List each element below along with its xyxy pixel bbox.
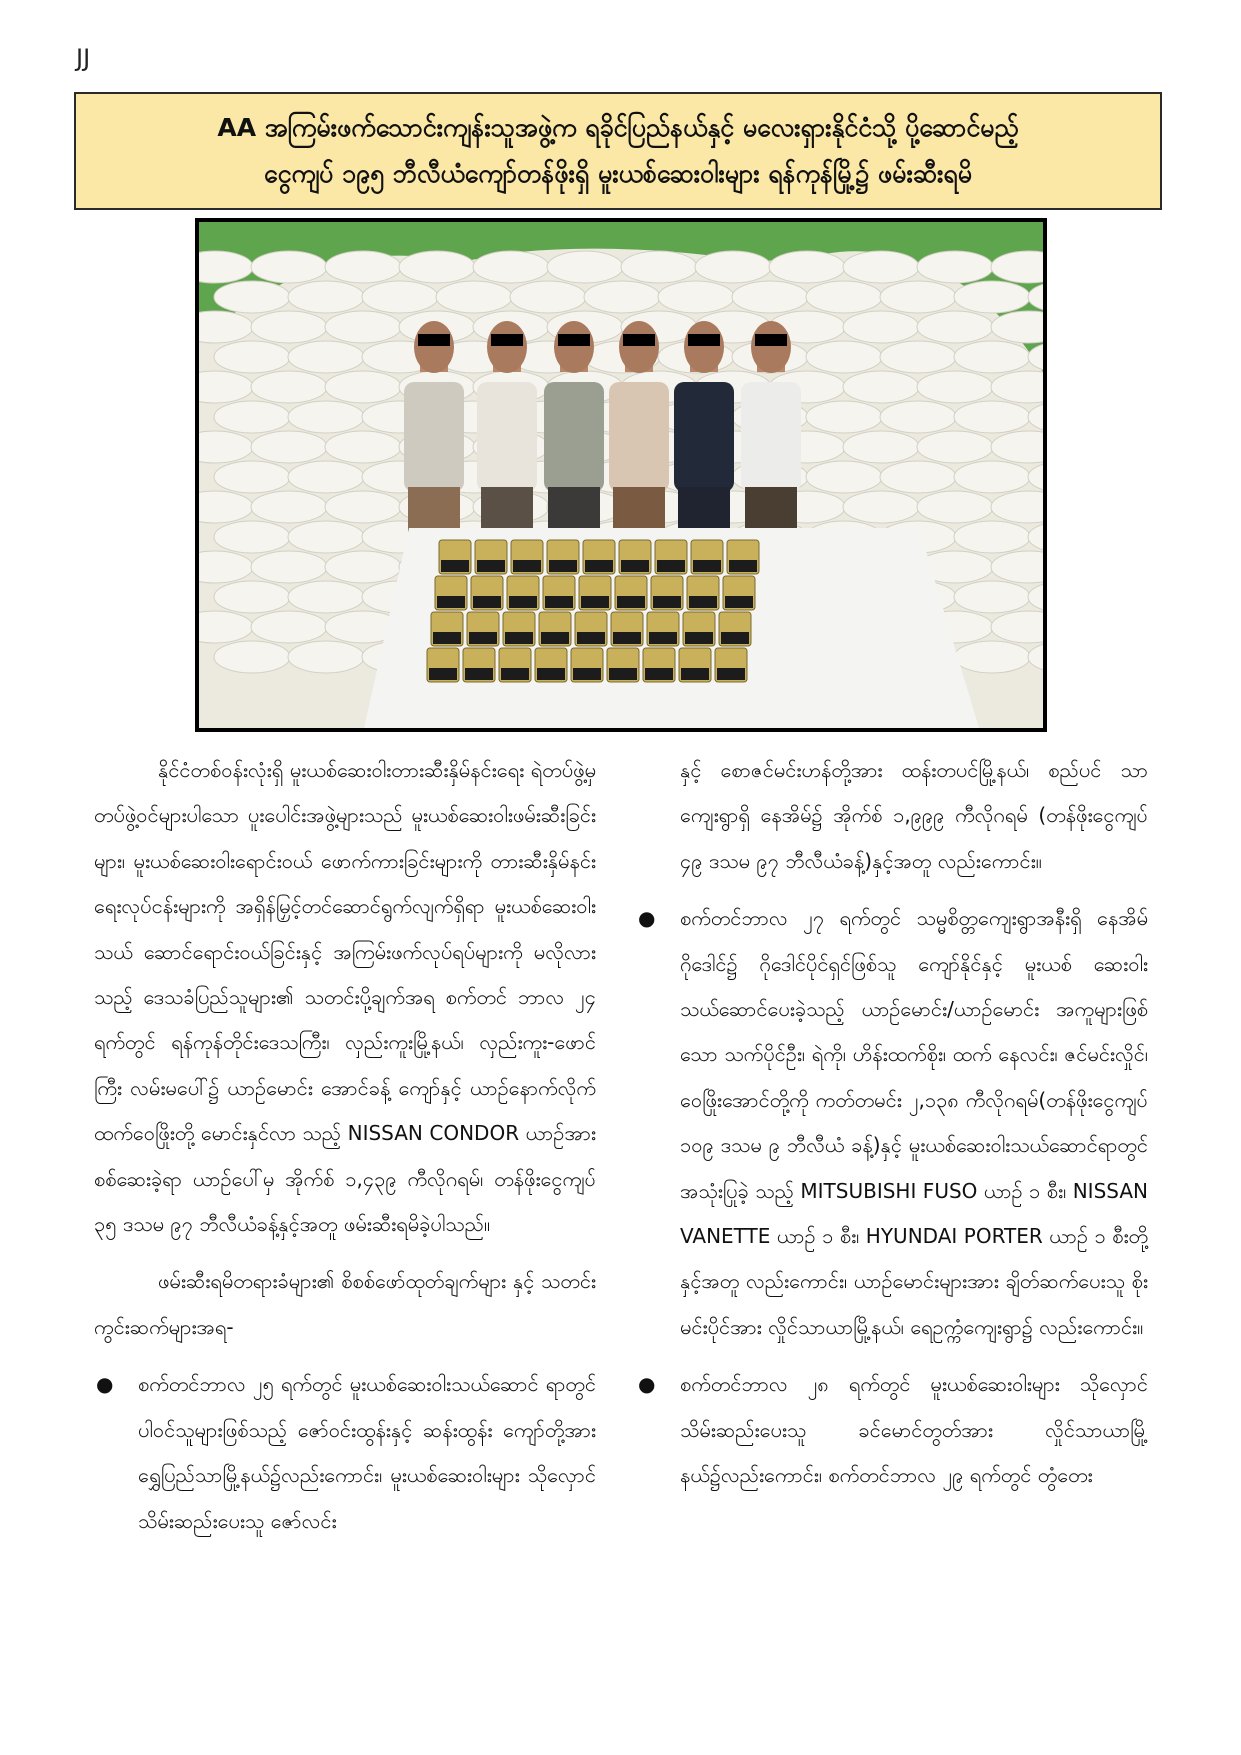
head: [684, 321, 724, 373]
sack: [954, 581, 1030, 613]
package-label: [717, 668, 745, 680]
face-censor-bar: [418, 334, 450, 346]
package-label: [501, 668, 529, 680]
list-item: [636, 1362, 1148, 1498]
package-label: [721, 632, 749, 644]
sack: [880, 341, 956, 373]
package-label: [573, 668, 601, 680]
sack: [806, 461, 882, 493]
page-number: JJ: [76, 44, 91, 72]
right-column: [636, 748, 1148, 1738]
sack: [732, 281, 808, 313]
sack: [843, 311, 919, 343]
head: [751, 321, 791, 373]
sack: [917, 311, 993, 343]
head: [487, 321, 527, 373]
list-item: [636, 896, 1148, 1350]
package-label: [653, 596, 681, 608]
package-label: [541, 632, 569, 644]
sack: [917, 371, 993, 403]
shirt: [674, 382, 734, 492]
package-label: [537, 668, 565, 680]
sack: [584, 281, 660, 313]
face-censor-bar: [491, 334, 523, 346]
sack: [288, 581, 364, 613]
package-label: [645, 668, 673, 680]
sack: [547, 251, 623, 283]
sack: [214, 341, 290, 373]
sack: [399, 251, 475, 283]
sack: [325, 551, 401, 583]
package-label: [613, 632, 641, 644]
sack: [251, 371, 327, 403]
package-label: [473, 596, 501, 608]
face-censor-bar: [623, 334, 655, 346]
head: [414, 321, 454, 373]
bullet-icon: ●: [638, 1372, 656, 1397]
package-label: [545, 596, 573, 608]
package-label: [657, 560, 685, 572]
package-label: [437, 596, 465, 608]
sack: [214, 581, 290, 613]
headline-line-1: AA အကြမ်းဖက်သောင်းကျန်းသူအဖွဲ့က ရခိုင်ပြည်နယ်နှင့် မလေးရှားနိုင်ငံသို့ ပို့ဆောင်မည့်: [217, 113, 1019, 142]
sack: [325, 371, 401, 403]
sack: [288, 461, 364, 493]
sack: [325, 251, 401, 283]
sack: [251, 251, 327, 283]
package-label: [681, 668, 709, 680]
bullet-icon: ●: [96, 1372, 114, 1397]
package-label: [509, 596, 537, 608]
sack: [621, 251, 697, 283]
sack: [954, 281, 1030, 313]
headline-box: [74, 92, 1162, 210]
package-label: [577, 632, 605, 644]
package-label: [685, 632, 713, 644]
sack: [917, 431, 993, 463]
face-censor-bar: [688, 334, 720, 346]
bullet-continuation: နှင့် စောဇင်မင်းဟန်တို့အား ထန်းတပင်မြို့နယ်၊ စည်ပင် သာကျေးရွာရှိ နေအိမ်၌ အိုက်စ် ၁,၉၉၉ ကီလိုဂရမ် (တန်ဖိုးငွေကျပ် ၄၉ ဒသမ ၉၇ ဘီလီယံခန့်)နှင့်အတူ လည်းကောင်း။: [680, 758, 1148, 873]
sack: [880, 281, 956, 313]
sack: [658, 281, 734, 313]
sack: [251, 491, 327, 523]
package-label: [441, 560, 469, 572]
sack: [954, 401, 1030, 433]
package-label: [465, 668, 493, 680]
head: [554, 321, 594, 373]
sack: [214, 521, 290, 553]
head: [619, 321, 659, 373]
package-label: [429, 668, 457, 680]
sack: [251, 431, 327, 463]
sack: [362, 281, 438, 313]
sack: [954, 461, 1030, 493]
sack: [325, 431, 401, 463]
package-label: [469, 632, 497, 644]
shirt: [741, 382, 801, 492]
sack: [954, 521, 1030, 553]
sack: [695, 251, 771, 283]
sack: [251, 611, 327, 643]
sack: [325, 311, 401, 343]
sack: [880, 401, 956, 433]
sack: [251, 311, 327, 343]
headline-line-2: ငွေကျပ် ၁၉၅ ဘီလီယံကျော်တန်ဖိုးရှိ မူးယစ်ဆေးဝါးများ ရန်ကုန်မြို့၌ ဖမ်းဆီးရမိ: [264, 159, 972, 188]
shirt: [477, 382, 537, 492]
sack: [214, 641, 290, 673]
sack: [843, 431, 919, 463]
sack: [843, 371, 919, 403]
sack: [917, 491, 993, 523]
package-label: [585, 560, 613, 572]
sack: [214, 461, 290, 493]
sack: [288, 521, 364, 553]
sack: [806, 341, 882, 373]
shirt: [544, 382, 604, 492]
sack: [806, 401, 882, 433]
sack: [880, 461, 956, 493]
package-label: [617, 596, 645, 608]
sack: [214, 401, 290, 433]
sack: [806, 281, 882, 313]
sack: [917, 251, 993, 283]
sack: [843, 491, 919, 523]
package-label: [609, 668, 637, 680]
package-label: [477, 560, 505, 572]
sack: [436, 281, 512, 313]
sack: [251, 551, 327, 583]
bullet-text: စက်တင်ဘာလ ၂၇ ရက်တွင် သမ္မစိတ္တကျေးရွာအနီးရှိ နေအိမ်ဂိုဒေါင်၌ ဂိုဒေါင်ပိုင်ရှင်ဖြစ်သူ ကျော်နိုင်နှင့် မူးယစ် ဆေးဝါးသယ်ဆောင်ပေးခဲ့သည့် ယာဉ်မောင်း/ယာဉ်မောင်း အကူများဖြစ်သော သက်ပိုင်ဦး၊ ရဲကို၊ ဟိန်းထက်စိုး၊ ထက် နေလင်း၊ ဇင်မင်းလှိုင်၊ ဝေဖြိုးအောင်တို့ကို ကတ်တမင်း ၂,၁၃၈ ကီလိုဂရမ်(တန်ဖိုးငွေကျပ် ၁၀၉ ဒသမ ၉ ဘီလီယံ ခန့်)နှင့် မူးယစ်ဆေးဝါးသယ်ဆောင်ရာတွင် အသုံးပြုခဲ့ သည့် MITSUBISHI FUSO ယာဉ် ၁ စီး၊ NISSAN VANETTE ယာဉ် ၁ စီး၊ HYUNDAI PORTER ယာဉ် ၁ စီးတို့နှင့်အတူ လည်းကောင်း၊ ယာဉ်မောင်းများအား ချိတ်ဆက်ပေးသူ စိုးမင်းပိုင်အား လှိုင်သာယာမြို့နယ်၊ ရေဥက္ကံကျေးရွာ၌ လည်းကောင်း။: [680, 906, 1148, 1339]
sack: [288, 641, 364, 673]
package-label: [689, 596, 717, 608]
list-item: [94, 1362, 596, 1544]
package-label: [505, 632, 533, 644]
sack: [214, 281, 290, 313]
sack: [288, 281, 364, 313]
sack: [843, 251, 919, 283]
evidence-table: [364, 528, 979, 728]
package-label: [581, 596, 609, 608]
face-censor-bar: [558, 334, 590, 346]
lead-paragraph: ဖမ်းဆီးရမိတရားခံများ၏ စိစစ်ဖော်ထုတ်ချက်များ နှင့် သတင်းကွင်းဆက်များအရ-: [94, 1269, 596, 1339]
bullet-text: စက်တင်ဘာလ ၂၅ ရက်တွင် မူးယစ်ဆေးဝါးသယ်ဆောင် ရာတွင် ပါဝင်သူများဖြစ်သည့် ဇော်ဝင်းထွန်းနှင့် ဆန်းထွန်း ကျော်တို့အား ရွှေပြည်သာမြို့နယ်၌လည်းကောင်း၊ မူးယစ်ဆေးဝါးများ သိုလှောင်သိမ်းဆည်းပေးသူ ဇော်လင်း: [138, 1372, 596, 1533]
shirt: [609, 382, 669, 492]
face-censor-bar: [755, 334, 787, 346]
shirt: [404, 382, 464, 492]
news-photo: [195, 218, 1047, 732]
left-column: [94, 748, 596, 1738]
sack: [954, 641, 1030, 673]
sack: [769, 251, 845, 283]
sack: [473, 251, 549, 283]
bullet-icon: ●: [638, 906, 656, 931]
package-label: [433, 632, 461, 644]
sack: [325, 491, 401, 523]
package-label: [693, 560, 721, 572]
news-photo-drawing: [199, 222, 1043, 728]
bullet-text: စက်တင်ဘာလ ၂၈ ရက်တွင် မူးယစ်ဆေးဝါးများ သိုလှောင် သိမ်းဆည်းပေးသူ ခင်မောင်တွတ်အား လှိုင်သာယာမြို့ နယ်၌လည်းကောင်း၊ စက်တင်ဘာလ ၂၉ ရက်တွင် တွံတေး: [680, 1372, 1148, 1488]
sack: [510, 281, 586, 313]
package-label: [513, 560, 541, 572]
package-label: [549, 560, 577, 572]
sack: [288, 341, 364, 373]
sack: [288, 401, 364, 433]
intro-paragraph: နိုင်ငံတစ်ဝန်းလုံးရှိ မူးယစ်ဆေးဝါးတားဆီးနှိမ်နင်းရေး ရဲတပ်ဖွဲ့မှ တပ်ဖွဲ့ဝင်များပါသော ပူးပေါင်းအဖွဲ့များသည် မူးယစ်ဆေးဝါးဖမ်းဆီးခြင်းများ၊ မူးယစ်ဆေးဝါးရောင်းဝယ် ဖောက်ကားခြင်းများကို တားဆီးနှိမ်နင်းရေးလုပ်ငန်းများကို အရှိန်မြှင့်တင်ဆောင်ရွက်လျက်ရှိရာ မူးယစ်ဆေးဝါးသယ် ဆောင်ရောင်းဝယ်ခြင်းနှင့် အကြမ်းဖက်လုပ်ရပ်များကို မလိုလား သည့် ဒေသခံပြည်သူများ၏ သတင်းပို့ချက်အရ စက်တင် ဘာလ ၂၄ ရက်တွင် ရန်ကုန်တိုင်းဒေသကြီး၊ လှည်းကူးမြို့နယ်၊ လှည်းကူး-ဖောင်ကြီး လမ်းမပေါ်၌ ယာဉ်မောင်း အောင်ခန့် ကျော်နှင့် ယာဉ်နောက်လိုက် ထက်ဝေဖြိုးတို့ မောင်းနှင်လာ သည့် NISSAN CONDOR ယာဉ်အား စစ်ဆေးခဲ့ရာ ယာဉ်ပေါ်မှ အိုက်စ် ၁,၄၃၉ ကီလိုဂရမ်၊ တန်ဖိုးငွေကျပ် ၃၅ ဒသမ ၉၇ ဘီလီယံခန့်နှင့်အတူ ဖမ်းဆီးရမိခဲ့ပါသည်။: [94, 758, 596, 1237]
package-label: [725, 596, 753, 608]
package-label: [729, 560, 757, 572]
sack: [954, 341, 1030, 373]
package-label: [649, 632, 677, 644]
package-label: [621, 560, 649, 572]
